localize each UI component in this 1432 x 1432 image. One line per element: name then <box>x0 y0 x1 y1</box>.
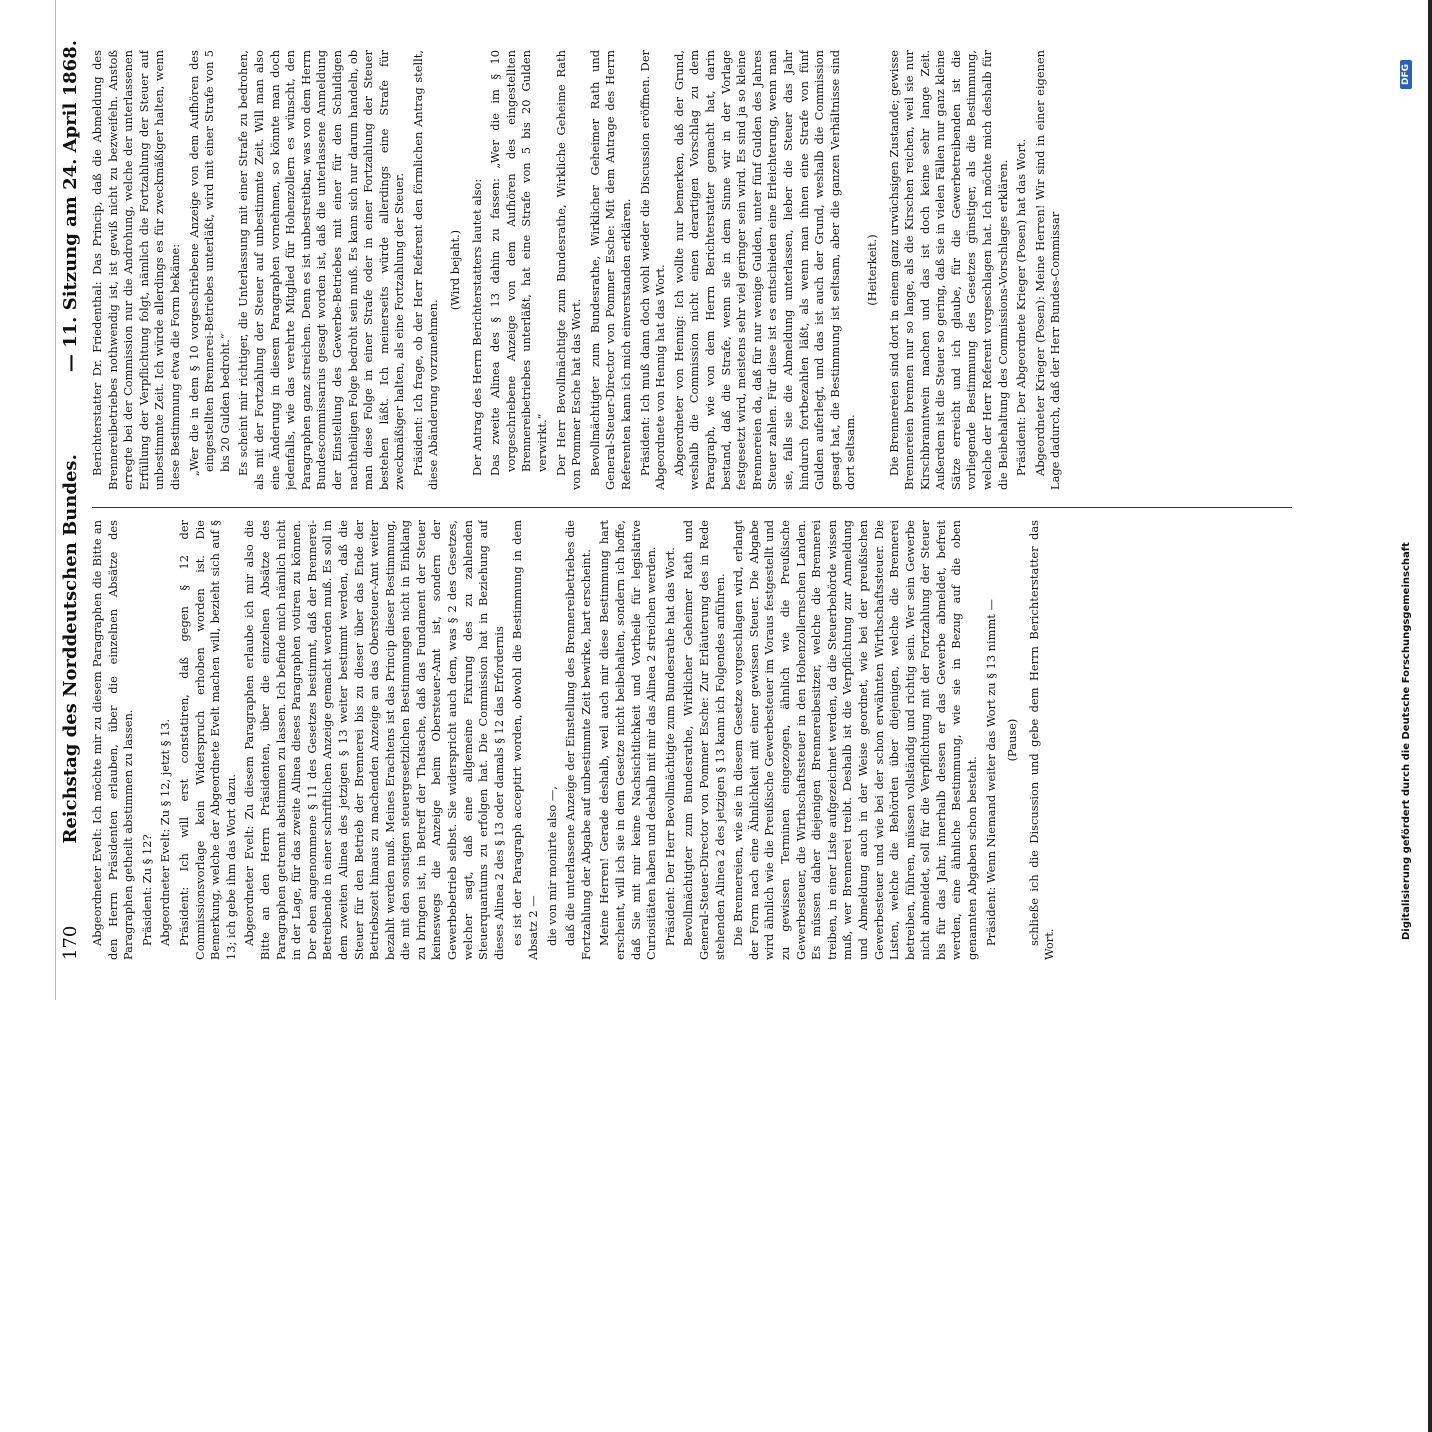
left-text-column <box>90 520 1330 960</box>
paragraph: Meine Herren! Gerade deshalb, weil auch mir diese Bestimmung hart erscheint, will ich sie in dem Gesetze nicht beibehalten, sondern ich hoffe, daß Sie mit mir keine Nachsichtlichkeit und Vortheile für legislative Curiositäten haben und deshalb mit mir das Alinea 2 streichen werden. <box>597 520 659 960</box>
paragraph: schließe ich die Discussion und gebe dem Herrn Berichterstatter das Wort. <box>1026 520 1057 960</box>
stage-direction: (Pause) <box>1005 718 1020 762</box>
paragraph: Präsident: Ich muß dann doch wohl wieder die Discussion eröffnen. Der Abgeordnete von Hennig hat das Wort. <box>637 50 668 490</box>
paragraph: Abgeordneter von Hennig: Ich wollte nur bemerken, daß der Grund, weshalb die Commission nicht einen derartigen Vorschlag zu dem Paragraph, wie von dem Herrn Berichterstatter gemacht hat, darin bestand, daß die Strafe, wenn sie in dem Sinne wir in der Vorlage festgesetzt wird, meistens sehr viel geringer sein wird. Es sind ja so kleine Brennereien da, daß für nur wenige Gulden, unter fünf Gulden des Jahres Steuer zahlen. Für diese ist es entschieden eine Erleichterung, wenn man sie, falls sie die Abmeldung unterlassen, lieber die Steuer das Jahr hindurch fortbezahlen läßt, als wenn man ihnen eine Strafe von fünf Gulden auferlegt, und das ist auch der Grund, weshalb die Commission gesagt hat, die Bestimmung ist seltsam, aber die ganzen Verhältnisse sind dort seltsam. <box>671 50 858 490</box>
paragraph: Präsident: Ich will erst constatiren, daß gegen § 12 der Commissionsvorlage kein Widerspruch erhoben worden ist. Die Bemerkung, welche der Abgeordnete Evelt machen will, bezieht sich auf § 13; ich gebe ihm das Wort dazu. <box>176 520 238 960</box>
digitization-footer <box>1396 60 1416 940</box>
stage-direction: (Wird bejaht.) <box>448 229 463 311</box>
scan-edge-bar <box>1428 0 1432 1432</box>
column-divider <box>92 507 1292 508</box>
paragraph: Berichterstatter Dr. Friedenthal: Das Princip, daß die Abmeldung des Brennereibetriebes nothwendig ist, ist gewiß nicht zu bezweifeln. Anstoß erregte bei der Commission nur die Androhung, welche der unterlassenen Erfüllung der Verpflichtung folgt, nämlich die Fortzahlung der Steuer auf unbestimmte Zeit. Ich würde allerdings es für zweckmäßiger halten, wenn diese Bestimmung etwa die Form bekäme: <box>90 50 182 490</box>
paragraph: Die Brennereien sind dort in einem ganz urwüchsigen Zustande; gewisse Brennereien brennen nur so lange, als die Kirschen reichen, weil sie nur Kirschbranntwein machen und das ist doch keine sehr lange Zeit. Außerdem ist die Steuer so gering, daß sie in vielen Fällen nur ganz kleine Sätze erreicht und ich glaube, für die Gewerbetreibenden ist die vorliegende Bestimmung des Gesetzes günstiger, als die Bestimmung, welche der Herr Referent vorgeschlagen hat. Ich möchte mich deshalb für die Beibehaltung des Commissions-Vorschlages erklären. <box>886 50 1010 490</box>
scan-margin-strip <box>0 0 56 1000</box>
page-number: 170 <box>59 925 81 960</box>
paragraph: Bevollmächtigter zum Bundesrathe, Wirklicher Geheimer Rath und General-Steuer-Director von Pommer Esche: Zur Erläuterung des in Rede stehenden Alinea 2 des jetzigen § 13 kann ich Folgendes anführen. <box>681 520 727 960</box>
paragraph: Präsident: Ich frage, ob der Herr Referent den förmlichen Antrag stellt, diese Abänderung vorzunehmen. <box>410 50 441 490</box>
paragraph: Bevollmächtigter zum Bundesrathe, Wirklicher Geheimer Rath und General-Steuer-Director von Pommer Esche: Mit dem Antrage des Herrn Referenten kann ich mich einverstanden erklären. <box>587 50 633 490</box>
quoted-text: Das zweite Alinea des § 13 dahin zu fassen: „Wer die im § 10 vorgeschriebene Anzeige von dem Aufhören des eingestellten Brennereibetriebes unterläßt, hat eine Strafe von 5 bis 20 Gulden verwirkt.“ <box>488 50 550 476</box>
paragraph: Präsident: Der Herr Bevollmächtigte zum Bundesrathe hat das Wort. <box>662 547 677 946</box>
paragraph: es ist der Paragraph acceptirt worden, obwohl die Bestimmung in dem Absatz 2 — <box>510 520 541 960</box>
paragraph: die von mir monirte also —, <box>544 786 559 946</box>
paragraph: Die Brennereien, wie sie in diesem Gesetze vorgeschlagen wird, erlangt der Form nach eine Ähnlichkeit mit einer gewissen Steuer. Die Abgabe wird ähnlich wie die Preußische Gewerbesteuer im Voraus festgestellt und zu gewissen Terminen eingezogen, ähnlich wie die Preußische Gewerbesteuer, die Wirthschaftssteuer in den Hohenzollernschen Landen. Es müssen daher diejenigen Brennereibesitzer, welche die Brennerei treiben, in einer Liste aufgezeichnet werden, da die Steuerbehörde wissen muß, wer Brennerei treibt. Deshalb ist die Verpflichtung zur Anmeldung und Abmeldung auch in der Weise geordnet, wie bei der preußischen Gewerbesteuer und wie bei der schon erwähnten Wirthschaftssteuer. Die Listen, welche die Behörden über diejenigen, welche die Brennerei betreiben, führen, müssen vollständig und richtig sein. Wer sein Gewerbe nicht abmeldet, soll für die Verpflichtung mit der Fortzahlung der Steuer bis für das Jahr, innerhalb dessen er das Gewerbe abmeldet, befreit werden, eine ähnliche Bestimmung, wie sie in Bezug auf die oben genannten Abgaben schon besteht. <box>731 520 980 960</box>
paragraph: Präsident: Der Abgeordnete Krieger (Posen) hat das Wort. <box>1014 138 1029 476</box>
paragraph: Es scheint mir richtiger, die Unterlassung mit einer Strafe zu bedrohen, als mit der Fortzahlung der Steuer auf unbestimmte Zeit. Will man also eine Änderung in diesem Paragraphen vornehmen, so könnte man doch jedenfalls, wie das verehrte Mitglied für Hohenzollern es wünscht, den Paragraphen ganz streichen. Denn es ist unbestreitbar, was von dem Herrn Bundescommissarius gesagt worden ist, daß die unterlassene Anmeldung der Einstellung des Gewerbe-Betriebes mit einer für den Schuldigen nachtheiligen Folge bedroht sein muß. Es kann sich nur darum handeln, ob man diese Folge in einer Strafe oder in einer Fortzahlung der Steuer bestehen läßt. Ich meinerseits würde allerdings eine Strafe für zweckmäßiger halten, als eine Fortzahlung der Steuer. <box>236 50 407 490</box>
paragraph: Abgeordneter Krieger (Posen): Meine Herren! Wir sind in einer eigenen Lage dadurch, daß der Herr Bundes-Commissar <box>1032 50 1063 490</box>
paragraph: Der Antrag des Herrn Berichterstatters lautet also: <box>469 178 484 476</box>
quoted-text: „Wer die in dem § 10 vorgeschriebene Anzeige von dem Aufhören des eingestellten Brennerei-Betriebes unterläßt, wird mit einer Strafe von 5 bis 20 Gulden bedroht.“ <box>186 50 232 476</box>
paragraph: Der Herr Bevollmächtigte zum Bundesrathe, Wirkliche Geheime Rath von Pommer Esche hat das Wort. <box>553 50 584 490</box>
paragraph: Präsident: Zu § 12? <box>139 834 154 946</box>
digitization-note: Digitalisierung gefördert durch die Deutsche Forschungsgemeinschaft <box>1400 542 1412 940</box>
page-header <box>56 40 84 960</box>
paragraph: Präsident: Wenn Niemand weiter das Wort zu § 13 nimmt — <box>983 599 998 946</box>
header-right-title: — 11. Sitzung am 24. April 1868. <box>59 40 81 373</box>
stage-direction: (Heiterkeit.) <box>864 234 879 306</box>
paragraph: Abgeordneter Evelt: Zu § 12, jetzt § 13. <box>158 718 173 946</box>
paragraph: daß die unterlassene Anzeige der Einstellung des Brennereibetriebes die Fortzahlung der Abgabe auf unbestimmte Zeit bewirke, hart erscheint. <box>563 520 593 960</box>
paragraph: Abgeordneter Evelt: Zu diesem Paragraphen erlaube ich mir also die Bitte an den Herrn Präsidenten, über die einzelnen Absätze des Paragraphen getrennt abstimmen zu lassen. Ich befinde mich nämlich nicht in der Lage, für das zweite Alinea dieses Paragraphen votiren zu können. Der eben angenommene § 11 des Gesetzes bestimmt, daß der Brennerei-Betreibende in einer schriftlichen Anzeige gemacht werden muß. Es soll in dem zweiten Alinea des jetzigen § 13 weiter bestimmt werden, daß die Steuer für den Betrieb der Brennerei bis zu dieser über das Ende der Betriebszeit hinaus zu machenden Anzeige an das Obersteuer-Amt weiter bezahlt werden muß. Meines Erachtens ist das Princip dieser Bestimmung, die mit den sonstigen steuergesetzlichen Bestimmungen nicht in Einklang zu bringen ist, in Betreff der Thatsache, daß das Fundament der Steuer keineswegs die Anzeige beim Obersteuer-Amt ist, sondern der Gewerbebetrieb selbst. Sie widerspricht auch dem, was § 2 des Gesetzes, welcher sagt, daß eine allgemeine Fixirung des zu zahlenden Steuerquantums zu erfolgen hat. Die Commission hat in Beziehung auf dieses Alinea 2 des § 13 oder damals § 12 das Erfordernis <box>242 520 506 960</box>
header-left-title: Reichstag des Norddeutschen Bundes. <box>59 454 81 844</box>
paragraph: Abgeordneter Evelt: Ich möchte mir zu diesem Paragraphen die Bitte an den Herrn Präsidenten erlauben, über die einzelnen Absätze des Paragraphen getheilt abstimmen zu lassen. <box>90 520 136 960</box>
right-text-column <box>90 50 1330 490</box>
dfg-logo: DFG <box>1400 60 1412 89</box>
